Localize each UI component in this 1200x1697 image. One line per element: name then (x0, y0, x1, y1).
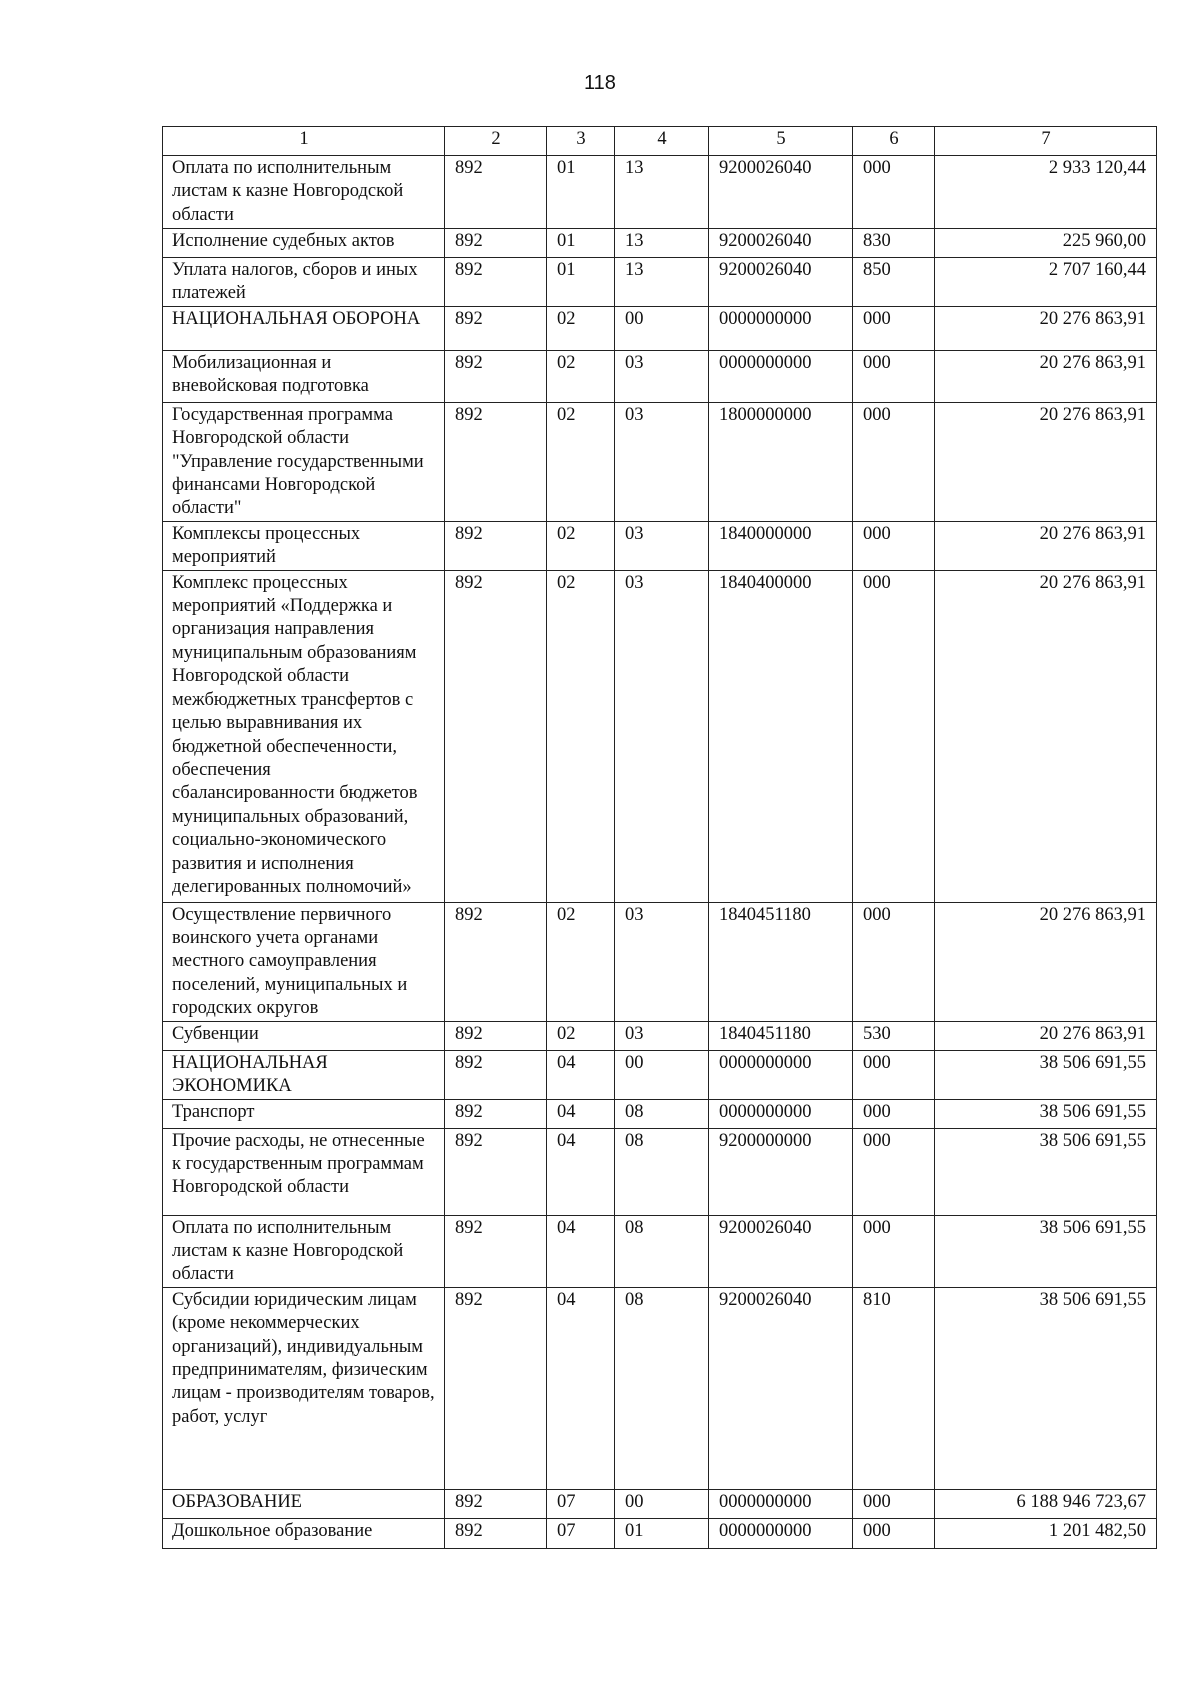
section-code-cell: 04 (547, 1287, 615, 1489)
section-code-cell: 04 (547, 1128, 615, 1215)
column-header: 7 (935, 127, 1157, 156)
item-name-cell: Оплата по исполнительным листам к казне Новгородской области (163, 156, 445, 229)
subsection-code-cell: 13 (615, 156, 709, 229)
expense-type-code-cell: 830 (853, 229, 935, 258)
expense-type-code-cell: 000 (853, 1099, 935, 1128)
item-name-cell: Субвенции (163, 1021, 445, 1050)
ministry-code-cell: 892 (445, 902, 547, 1021)
section-code-cell: 07 (547, 1518, 615, 1548)
expense-type-code-cell: 000 (853, 306, 935, 350)
amount-cell: 38 506 691,55 (935, 1099, 1157, 1128)
ministry-code-cell: 892 (445, 229, 547, 258)
expense-type-code-cell: 000 (853, 156, 935, 229)
subsection-code-cell: 13 (615, 258, 709, 307)
item-name-cell: Субсидии юридическим лицам (кроме некоммерческих организаций), индивидуальным предпринимателям, физическим лицам - производителям товаров, работ, услуг (163, 1287, 445, 1489)
amount-cell: 38 506 691,55 (935, 1128, 1157, 1215)
target-article-code-cell: 1800000000 (709, 402, 853, 521)
table-row (163, 1287, 1157, 1489)
expense-type-code-cell: 850 (853, 258, 935, 307)
column-header: 6 (853, 127, 935, 156)
section-code-cell: 02 (547, 902, 615, 1021)
ministry-code-cell: 892 (445, 1099, 547, 1128)
expense-type-code-cell: 000 (853, 1489, 935, 1518)
item-name-cell: Оплата по исполнительным листам к казне Новгородской области (163, 1215, 445, 1287)
section-code-cell: 02 (547, 306, 615, 350)
amount-cell: 38 506 691,55 (935, 1287, 1157, 1489)
section-code-cell: 01 (547, 156, 615, 229)
target-article-code-cell: 0000000000 (709, 1518, 853, 1548)
expense-type-code-cell: 000 (853, 521, 935, 570)
target-article-code-cell: 9200026040 (709, 229, 853, 258)
item-name-cell: НАЦИОНАЛЬНАЯ ОБОРОНА (163, 306, 445, 350)
expense-type-code-cell: 000 (853, 350, 935, 402)
target-article-code-cell: 9200000000 (709, 1128, 853, 1215)
ministry-code-cell: 892 (445, 306, 547, 350)
amount-cell: 20 276 863,91 (935, 350, 1157, 402)
ministry-code-cell: 892 (445, 258, 547, 307)
subsection-code-cell: 08 (615, 1099, 709, 1128)
table-row (163, 402, 1157, 521)
section-code-cell: 02 (547, 402, 615, 521)
table-row (163, 306, 1157, 350)
ministry-code-cell: 892 (445, 1050, 547, 1099)
subsection-code-cell: 03 (615, 1021, 709, 1050)
expense-type-code-cell: 530 (853, 1021, 935, 1050)
ministry-code-cell: 892 (445, 1287, 547, 1489)
ministry-code-cell: 892 (445, 1215, 547, 1287)
page-number: 118 (584, 72, 616, 94)
item-name-cell: Транспорт (163, 1099, 445, 1128)
section-code-cell: 04 (547, 1050, 615, 1099)
section-code-cell: 01 (547, 258, 615, 307)
subsection-code-cell: 08 (615, 1215, 709, 1287)
ministry-code-cell: 892 (445, 1489, 547, 1518)
target-article-code-cell: 1840451180 (709, 902, 853, 1021)
item-name-cell: Осуществление первичного воинского учета органами местного самоуправления поселений, муниципальных и городских округов (163, 902, 445, 1021)
item-name-cell: Государственная программа Новгородской области "Управление государственными финансами Новгородской области" (163, 402, 445, 521)
expense-type-code-cell: 810 (853, 1287, 935, 1489)
item-name-cell: ОБРАЗОВАНИЕ (163, 1489, 445, 1518)
target-article-code-cell: 9200026040 (709, 1215, 853, 1287)
section-code-cell: 04 (547, 1099, 615, 1128)
target-article-code-cell: 0000000000 (709, 350, 853, 402)
subsection-code-cell: 03 (615, 350, 709, 402)
subsection-code-cell: 13 (615, 229, 709, 258)
ministry-code-cell: 892 (445, 402, 547, 521)
section-code-cell: 02 (547, 350, 615, 402)
subsection-code-cell: 08 (615, 1128, 709, 1215)
amount-cell: 38 506 691,55 (935, 1215, 1157, 1287)
item-name-cell: Уплата налогов, сборов и иных платежей (163, 258, 445, 307)
item-name-cell: Комплексы процессных мероприятий (163, 521, 445, 570)
item-name-cell: Комплекс процессных мероприятий «Поддержка и организация направления муниципальным образованиям Новгородской области межбюджетных трансфертов с целью выравнивания их бюджетной обеспеченности, обеспечения сбалансированности бюджетов муниципальных образований, социально-экономического развития и исполнения делегированных полномочий» (163, 570, 445, 902)
expense-type-code-cell: 000 (853, 1128, 935, 1215)
table-row (163, 1489, 1157, 1518)
column-header: 4 (615, 127, 709, 156)
target-article-code-cell: 9200026040 (709, 156, 853, 229)
item-name-cell: Дошкольное образование (163, 1518, 445, 1548)
amount-cell: 6 188 946 723,67 (935, 1489, 1157, 1518)
ministry-code-cell: 892 (445, 521, 547, 570)
ministry-code-cell: 892 (445, 156, 547, 229)
expense-type-code-cell: 000 (853, 570, 935, 902)
table-row (163, 1128, 1157, 1215)
expense-type-code-cell: 000 (853, 902, 935, 1021)
table-row (163, 1050, 1157, 1099)
subsection-code-cell: 00 (615, 306, 709, 350)
amount-cell: 20 276 863,91 (935, 402, 1157, 521)
ministry-code-cell: 892 (445, 1021, 547, 1050)
item-name-cell: НАЦИОНАЛЬНАЯ ЭКОНОМИКА (163, 1050, 445, 1099)
table-row (163, 902, 1157, 1021)
table-body (163, 156, 1157, 1549)
ministry-code-cell: 892 (445, 350, 547, 402)
amount-cell: 2 933 120,44 (935, 156, 1157, 229)
target-article-code-cell: 9200026040 (709, 1287, 853, 1489)
subsection-code-cell: 00 (615, 1489, 709, 1518)
expense-type-code-cell: 000 (853, 1518, 935, 1548)
subsection-code-cell: 03 (615, 902, 709, 1021)
column-header: 1 (163, 127, 445, 156)
column-header: 5 (709, 127, 853, 156)
table-row (163, 1021, 1157, 1050)
table-row (163, 156, 1157, 229)
section-code-cell: 07 (547, 1489, 615, 1518)
section-code-cell: 01 (547, 229, 615, 258)
table-row (163, 258, 1157, 307)
subsection-code-cell: 03 (615, 570, 709, 902)
amount-cell: 20 276 863,91 (935, 521, 1157, 570)
target-article-code-cell: 9200026040 (709, 258, 853, 307)
table-row (163, 521, 1157, 570)
table-row (163, 1099, 1157, 1128)
target-article-code-cell: 1840000000 (709, 521, 853, 570)
column-header: 3 (547, 127, 615, 156)
table-row (163, 229, 1157, 258)
table-row (163, 570, 1157, 902)
item-name-cell: Исполнение судебных актов (163, 229, 445, 258)
target-article-code-cell: 1840451180 (709, 1021, 853, 1050)
table-row (163, 350, 1157, 402)
amount-cell: 2 707 160,44 (935, 258, 1157, 307)
amount-cell: 20 276 863,91 (935, 902, 1157, 1021)
budget-table (162, 126, 1157, 1549)
table-row (163, 1215, 1157, 1287)
subsection-code-cell: 01 (615, 1518, 709, 1548)
item-name-cell: Мобилизационная и вневойсковая подготовка (163, 350, 445, 402)
expense-type-code-cell: 000 (853, 1215, 935, 1287)
section-code-cell: 04 (547, 1215, 615, 1287)
ministry-code-cell: 892 (445, 1518, 547, 1548)
table-row (163, 1518, 1157, 1548)
target-article-code-cell: 0000000000 (709, 1050, 853, 1099)
target-article-code-cell: 0000000000 (709, 1489, 853, 1518)
expense-type-code-cell: 000 (853, 1050, 935, 1099)
amount-cell: 20 276 863,91 (935, 570, 1157, 902)
column-header: 2 (445, 127, 547, 156)
target-article-code-cell: 0000000000 (709, 1099, 853, 1128)
ministry-code-cell: 892 (445, 570, 547, 902)
amount-cell: 20 276 863,91 (935, 306, 1157, 350)
expense-type-code-cell: 000 (853, 402, 935, 521)
subsection-code-cell: 08 (615, 1287, 709, 1489)
amount-cell: 20 276 863,91 (935, 1021, 1157, 1050)
section-code-cell: 02 (547, 1021, 615, 1050)
subsection-code-cell: 03 (615, 521, 709, 570)
amount-cell: 225 960,00 (935, 229, 1157, 258)
amount-cell: 38 506 691,55 (935, 1050, 1157, 1099)
item-name-cell: Прочие расходы, не отнесенные к государственным программам Новгородской области (163, 1128, 445, 1215)
section-code-cell: 02 (547, 570, 615, 902)
header-row (163, 127, 1157, 156)
target-article-code-cell: 0000000000 (709, 306, 853, 350)
ministry-code-cell: 892 (445, 1128, 547, 1215)
amount-cell: 1 201 482,50 (935, 1518, 1157, 1548)
target-article-code-cell: 1840400000 (709, 570, 853, 902)
subsection-code-cell: 00 (615, 1050, 709, 1099)
subsection-code-cell: 03 (615, 402, 709, 521)
section-code-cell: 02 (547, 521, 615, 570)
